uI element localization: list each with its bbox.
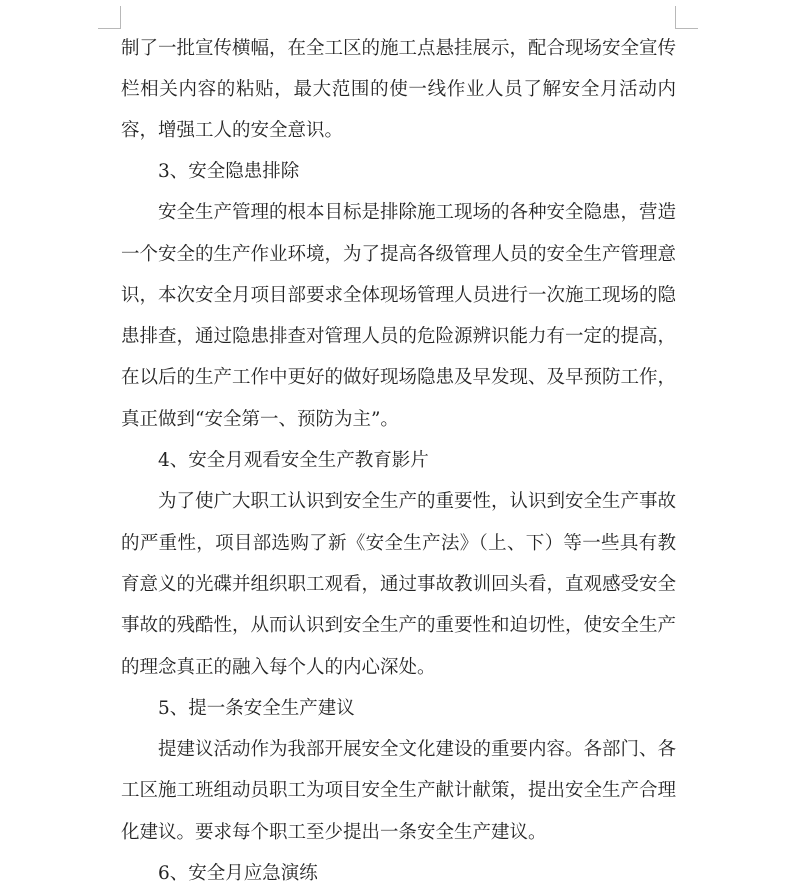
paragraph-line: 化建议。要求每个职工至少提出一条安全生产建议。 bbox=[121, 822, 547, 843]
paragraph-line: 育意义的光碟并组织职工观看，通过事故教训回头看，直观感受安全 bbox=[121, 574, 677, 595]
paragraph-line: 的理念真正的融入每个人的内心深处。 bbox=[121, 657, 436, 678]
page-corner-mark-top-left bbox=[98, 6, 121, 29]
paragraph-line: 栏相关内容的粘贴，最大范围的使一线作业人员了解安全月活动内 bbox=[121, 79, 676, 100]
paragraph-line: 事故的残酷性，从而认识到安全生产的重要性和迫切性，使安全生产 bbox=[121, 615, 677, 636]
page-corner-mark-top-right bbox=[675, 6, 698, 29]
paragraph-line: 为了使广大职工认识到安全生产的重要性，认识到安全生产事故 bbox=[158, 491, 677, 512]
paragraph-line: 患排查，通过隐患排查对管理人员的危险源辨识能力有一定的提高， bbox=[121, 326, 677, 347]
paragraph-line: 真正做到“安全第一、预防为主”。 bbox=[121, 409, 399, 430]
section-heading: 4、安全月观看安全生产教育影片 bbox=[158, 450, 429, 471]
paragraph-line: 在以后的生产工作中更好的做好现场隐患及早发现、及早预防工作， bbox=[121, 367, 677, 388]
paragraph-line: 识，本次安全月项目部要求全体现场管理人员进行一次施工现场的隐 bbox=[121, 285, 677, 306]
section-heading: 6、安全月应急演练 bbox=[158, 863, 318, 881]
section-heading: 3、安全隐患排除 bbox=[158, 161, 300, 182]
paragraph-line: 制了一批宣传横幅，在全工区的施工点悬挂展示，配合现场安全宣传 bbox=[121, 38, 677, 59]
paragraph-line: 工区施工班组动员职工为项目安全生产献计献策，提出安全生产合理 bbox=[121, 780, 677, 801]
paragraph-line: 安全生产管理的根本目标是排除施工现场的各种安全隐患，营造 bbox=[158, 202, 677, 223]
paragraph-line: 一个安全的生产作业环境，为了提高各级管理人员的安全生产管理意 bbox=[121, 244, 677, 265]
paragraph-line: 提建议活动作为我部开展安全文化建设的重要内容。各部门、各 bbox=[158, 739, 677, 760]
section-heading: 5、提一条安全生产建议 bbox=[158, 698, 355, 719]
paragraph-line: 容，增强工人的安全意识。 bbox=[121, 120, 344, 141]
paragraph-line: 的严重性，项目部选购了新《安全生产法》（上、下）等一些具有教 bbox=[121, 533, 676, 554]
